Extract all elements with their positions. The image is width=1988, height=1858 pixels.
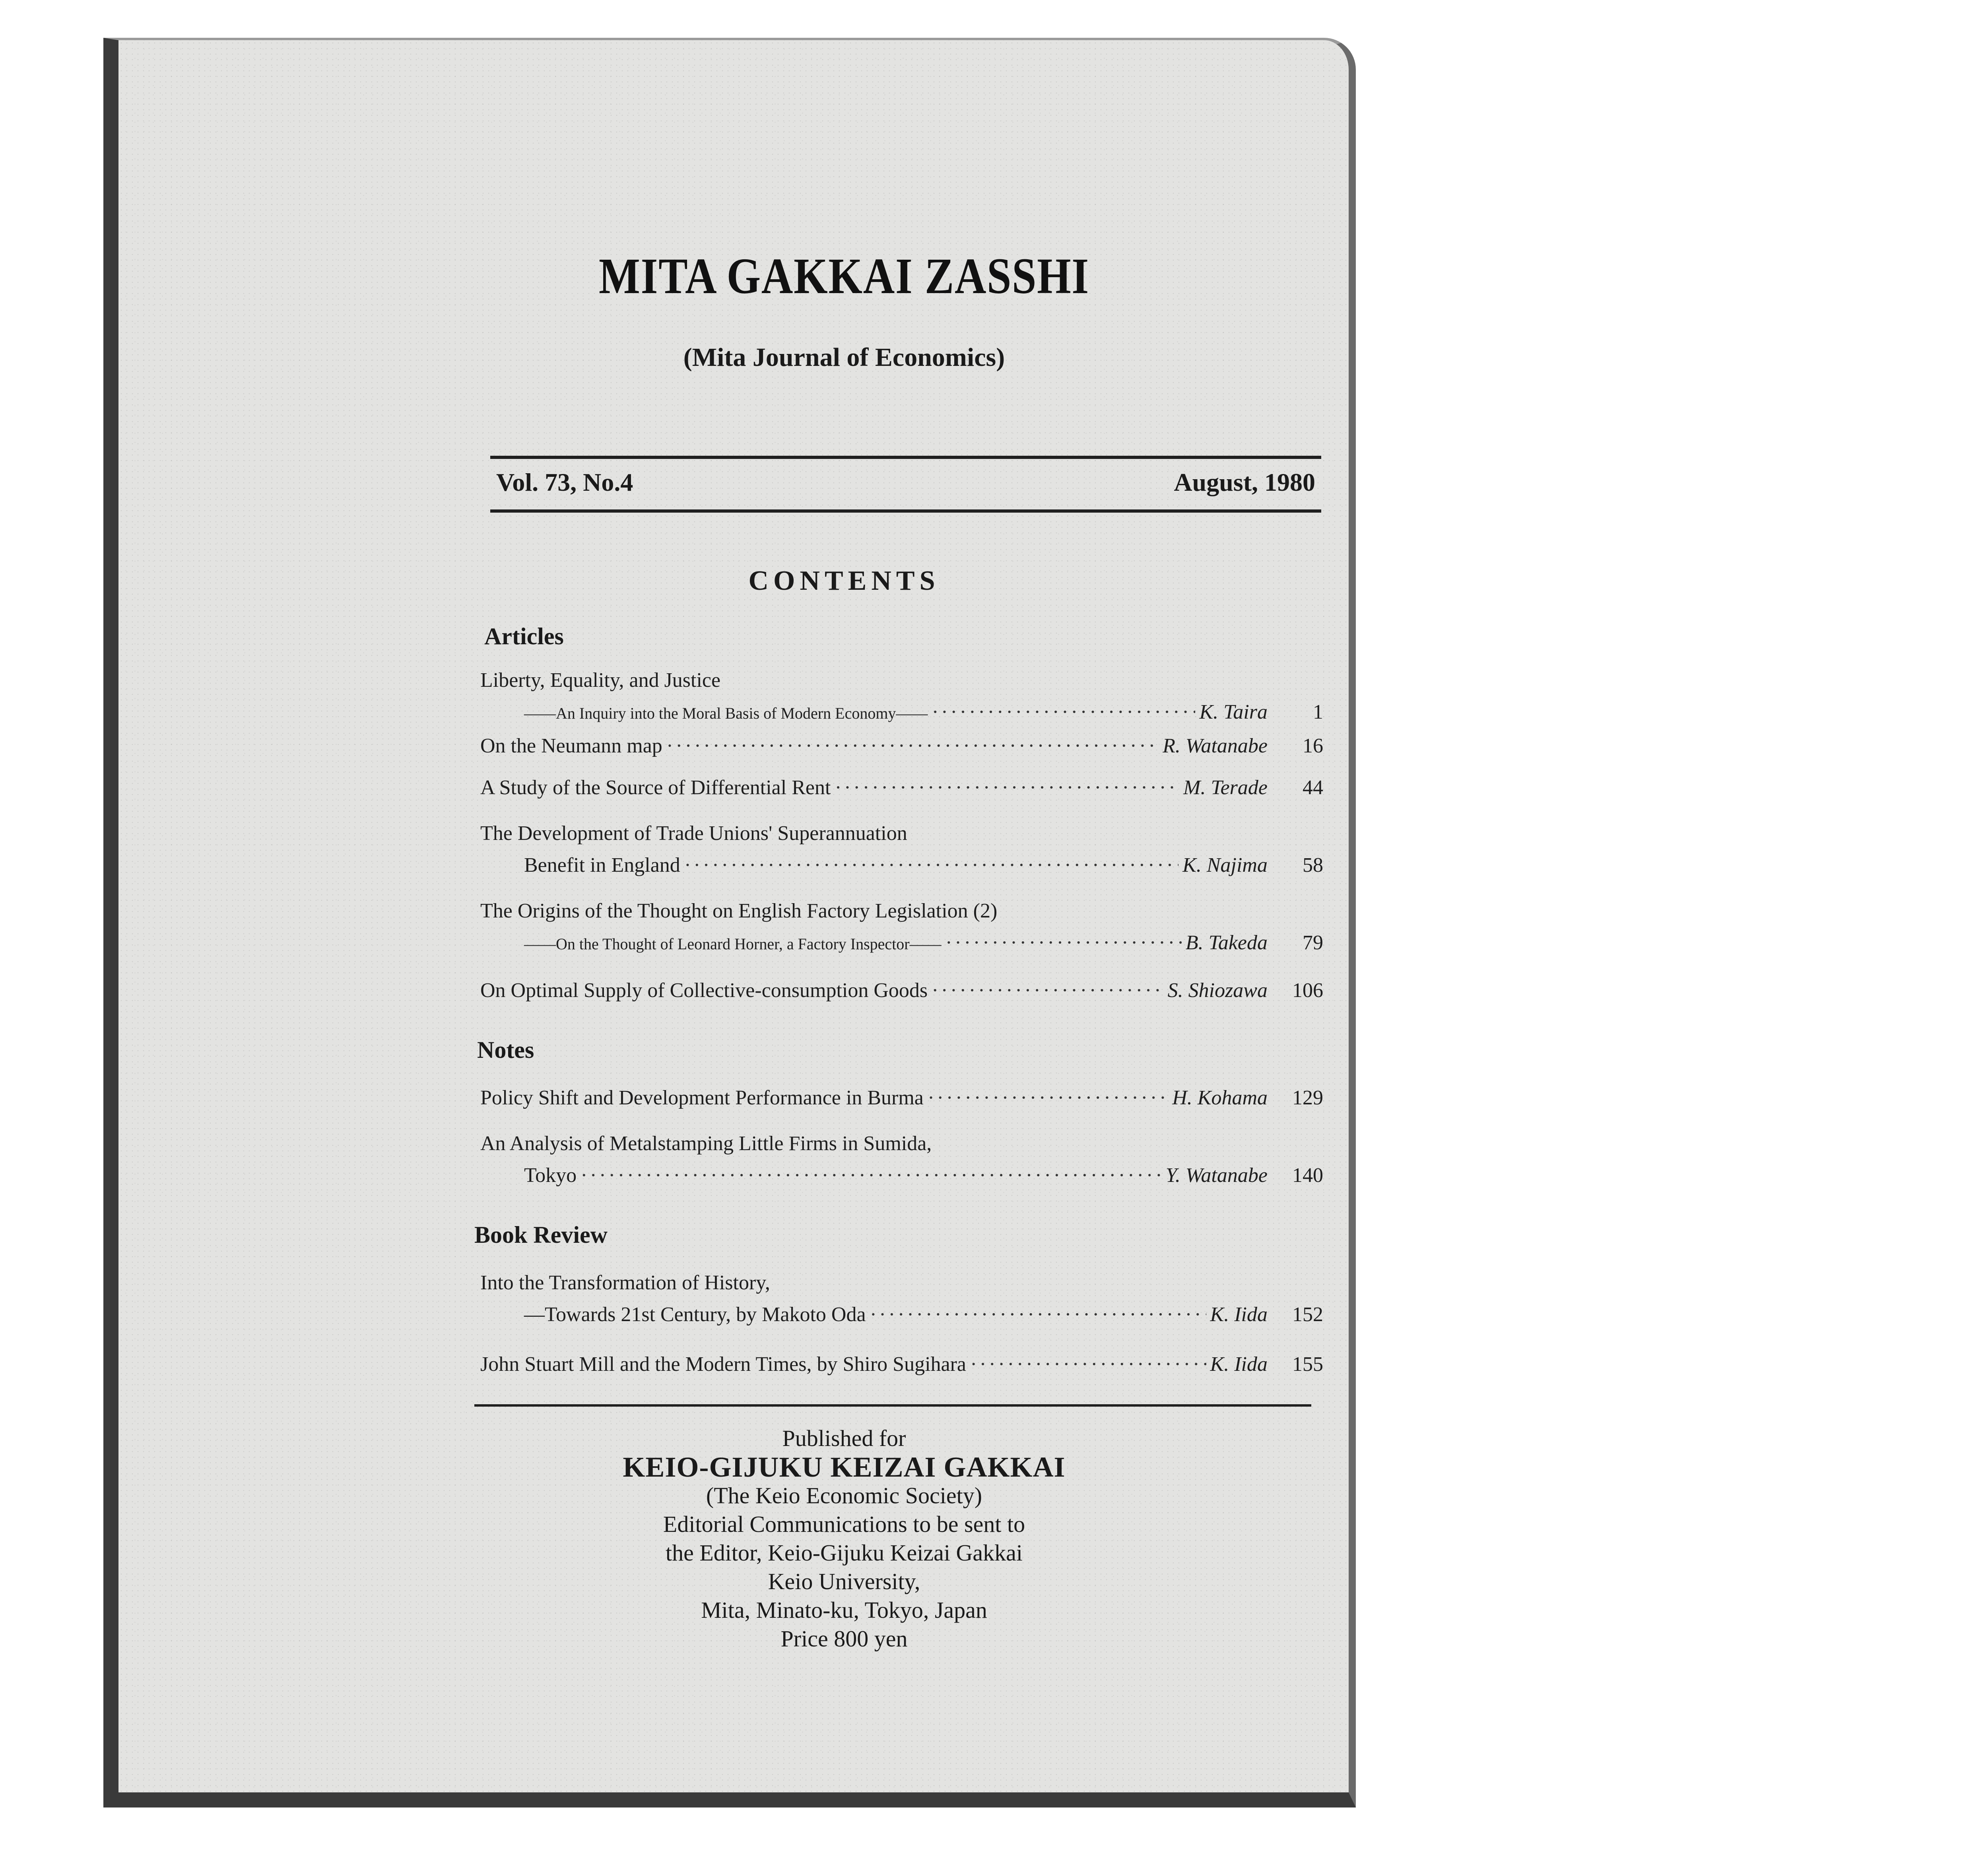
- contents-heading: CONTENTS: [748, 566, 940, 596]
- section-heading-articles: Articles: [484, 623, 564, 649]
- entry-title: Policy Shift and Development Performance in Burma: [480, 1086, 924, 1109]
- issue-date: August, 1980: [1174, 468, 1315, 496]
- volume-number: Vol. 73, No.4: [496, 468, 633, 496]
- toc-entry[interactable]: [480, 818, 1323, 881]
- entry-page: 129: [1292, 1086, 1323, 1109]
- entry-author: K. Iida: [1210, 1303, 1268, 1326]
- leader-dots: [835, 772, 1179, 804]
- entry-title: The Development of Trade Unions' Superannuation: [480, 822, 907, 845]
- toc-entry[interactable]: [480, 772, 1323, 804]
- bottom-rule: [490, 509, 1321, 513]
- entry-title-cont: Benefit in England: [524, 854, 680, 877]
- toc-entry[interactable]: [480, 1349, 1323, 1380]
- leader-dots: [666, 730, 1159, 762]
- toc-entry[interactable]: [480, 975, 1323, 1007]
- entry-author: S. Shiozawa: [1167, 979, 1268, 1002]
- toc-entry[interactable]: [480, 665, 1323, 729]
- leader-dots: [932, 696, 1195, 728]
- toc-entry[interactable]: [480, 895, 1323, 960]
- journal-subtitle: (Mita Journal of Economics): [683, 343, 1005, 372]
- toc-entry[interactable]: [480, 1128, 1323, 1191]
- entry-page: 152: [1292, 1303, 1323, 1326]
- publisher-line: Editorial Communications to be sent to: [663, 1511, 1025, 1537]
- publisher-line: Keio University,: [768, 1568, 920, 1594]
- entry-author: K. Iida: [1210, 1353, 1268, 1376]
- entry-page: 16: [1303, 735, 1323, 757]
- entry-author: K. Taira: [1199, 701, 1268, 723]
- leader-dots: [970, 1349, 1206, 1380]
- entry-subtitle: ——On the Thought of Leonard Horner, a Factory Inspector——: [524, 935, 942, 953]
- blank-facing-page: [1356, 0, 1988, 1858]
- entry-title: Into the Transformation of History,: [480, 1271, 770, 1294]
- leader-dots: [932, 975, 1163, 1007]
- entry-author: H. Kohama: [1172, 1086, 1268, 1109]
- scanned-page: [103, 38, 1356, 1807]
- publisher-block: [373, 1424, 1315, 1653]
- entry-title-cont: —Towards 21st Century, by Makoto Oda: [524, 1303, 866, 1326]
- entry-author: B. Takeda: [1185, 931, 1268, 954]
- society-english: (The Keio Economic Society): [706, 1483, 982, 1508]
- entry-title: Liberty, Equality, and Justice: [480, 669, 721, 692]
- entry-title: On the Neumann map: [480, 735, 662, 757]
- leader-dots: [945, 927, 1182, 959]
- entry-page: 140: [1292, 1164, 1323, 1187]
- top-rule: [490, 456, 1321, 459]
- toc-entry[interactable]: [480, 1082, 1323, 1114]
- entry-author: K. Najima: [1182, 854, 1268, 877]
- entry-page: 58: [1303, 854, 1323, 877]
- publisher-rule: [474, 1404, 1311, 1407]
- entry-title-cont: Tokyo: [524, 1164, 577, 1187]
- entry-author: M. Terade: [1183, 776, 1268, 799]
- section-heading-book-review: Book Review: [474, 1222, 608, 1248]
- price: Price 800 yen: [780, 1626, 908, 1652]
- entry-page: 79: [1303, 931, 1323, 954]
- volume-line: [496, 468, 1315, 497]
- toc-entry[interactable]: [480, 730, 1323, 762]
- entry-title: An Analysis of Metalstamping Little Firms in Sumida,: [480, 1132, 932, 1155]
- entry-author: Y. Watanabe: [1165, 1164, 1268, 1187]
- entry-title: The Origins of the Thought on English Factory Legislation (2): [480, 900, 998, 922]
- publisher-line: the Editor, Keio-Gijuku Keizai Gakkai: [665, 1540, 1023, 1566]
- leader-dots: [928, 1082, 1168, 1114]
- entry-page: 106: [1292, 979, 1323, 1002]
- entry-title: A Study of the Source of Differential Rent: [480, 776, 831, 799]
- entry-page: 44: [1303, 776, 1323, 799]
- entry-author: R. Watanabe: [1163, 735, 1268, 757]
- leader-dots: [580, 1160, 1162, 1191]
- entry-title: John Stuart Mill and the Modern Times, by Shiro Sugihara: [480, 1353, 966, 1376]
- society-name: KEIO-GIJUKU KEIZAI GAKKAI: [623, 1451, 1066, 1483]
- toc-entry[interactable]: [480, 1267, 1323, 1331]
- entry-title: On Optimal Supply of Collective-consumption Goods: [480, 979, 928, 1002]
- section-heading-notes: Notes: [477, 1037, 534, 1063]
- journal-title: MITA GAKKAI ZASSHI: [599, 248, 1089, 304]
- leader-dots: [870, 1299, 1206, 1331]
- entry-page: 155: [1292, 1353, 1323, 1376]
- entry-subtitle: ——An Inquiry into the Moral Basis of Modern Economy——: [524, 704, 928, 722]
- publisher-line: Published for: [782, 1425, 906, 1451]
- leader-dots: [684, 849, 1178, 881]
- publisher-line: Mita, Minato-ku, Tokyo, Japan: [701, 1597, 987, 1623]
- entry-page: 1: [1313, 701, 1323, 723]
